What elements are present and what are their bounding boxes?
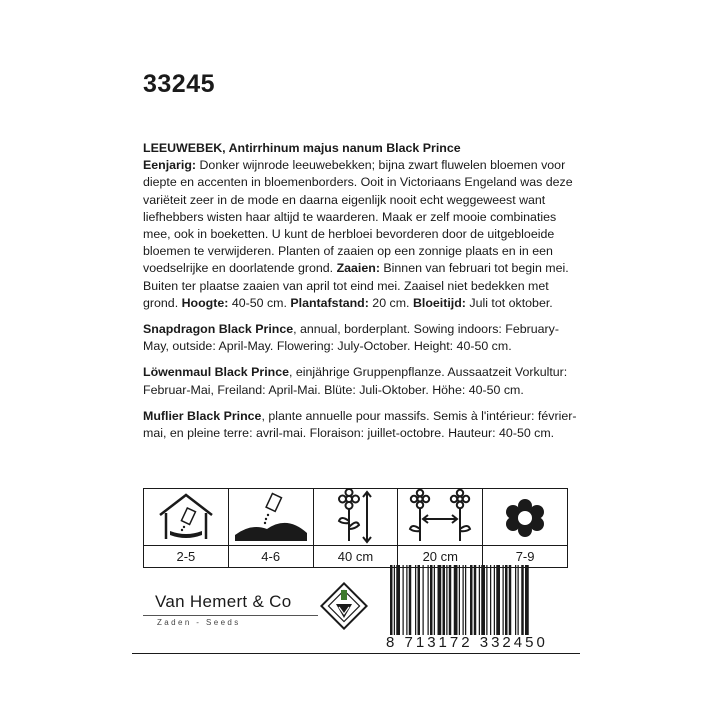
brand-emblem-icon <box>320 582 368 630</box>
brand-logo-text <box>143 585 328 627</box>
indoor-sowing-cell <box>144 489 228 567</box>
barcode <box>386 565 576 635</box>
flowering-icon <box>485 489 565 545</box>
outdoor-sowing-icon <box>231 489 311 545</box>
flowering-label: 7-9 <box>515 549 535 564</box>
indoor-sowing-icon <box>146 489 226 545</box>
plant-height-cell <box>313 489 398 567</box>
outdoor-sowing-label: 4-6 <box>261 549 281 564</box>
plant-height-label: 40 cm <box>337 549 374 564</box>
plant-spacing-cell <box>397 489 482 567</box>
description <box>143 140 583 451</box>
product-code: 33245 <box>143 70 216 98</box>
bottom-divider <box>132 653 580 654</box>
indoor-sowing-label: 2-5 <box>176 549 196 564</box>
plant-height-icon <box>315 489 395 545</box>
plant-spacing-label: 20 cm <box>422 549 458 564</box>
sowing-info-icons <box>143 488 568 568</box>
description-dutch: LEEUWEBEK, Antirrhinum majus nanum Black Prince Eenjarig: Donker wijnrode leeuwebekken; bijna zwart fluwelen bloemen voor diepte en accenten in bloemenborders. Ooit in Victoriaans Engeland was deze variëteit zeer in de mode en daarna eigenlijk nooit echt weggeweest want liefhebbers wisten haar altijd te waarderen. Maak er zelf mooie combinaties mee, ook in boeketten. U kunt de herbloei bevorderen door de uitgebloeide bloemen te verwijderen. Planten of zaaien op een zonnige plaats en in een voedselrijke en doorlatende grond. Zaaien: Binnen van februari tot begin mei. Buiten ter plaatse zaaien van april tot eind mei. Zaaisel niet bedekken met grond. Hoogte: 40-50 cm. Plantafstand: 20 cm. Bloeitijd: Juli tot oktober. <box>143 141 573 310</box>
brand-subtitle: Zaden - Seeds <box>157 618 241 627</box>
dutch-title: LEEUWEBEK, Antirrhinum majus nanum Black Prince <box>143 141 461 155</box>
barcode-digits: 8 713172 332450 <box>386 634 548 651</box>
description-english: Snapdragon Black Prince, annual, borderplant. Sowing indoors: February-May, outside: April-May. Flowering: July-October. Height: 40-50 cm. <box>143 322 559 354</box>
description-french: Muflier Black Prince, plante annuelle pour massifs. Semis à l'intérieur: février-mai, en pleine terre: avril-mai. Floraison: juillet-octobre. Hauteur: 40-50 cm. <box>143 408 577 441</box>
description-german: Löwenmaul Black Prince, einjährige Gruppenpflanze. Aussaatzeit Vorkultur: Februar-Mai, Freiland: April-Mai. Blüte: Juli-Oktober. Höhe: 40-50 cm. <box>143 365 568 397</box>
brand-name: Van Hemert & Co <box>155 592 292 611</box>
plant-spacing-icon <box>400 489 480 545</box>
flowering-cell <box>482 489 567 567</box>
outdoor-sowing-cell <box>228 489 313 567</box>
